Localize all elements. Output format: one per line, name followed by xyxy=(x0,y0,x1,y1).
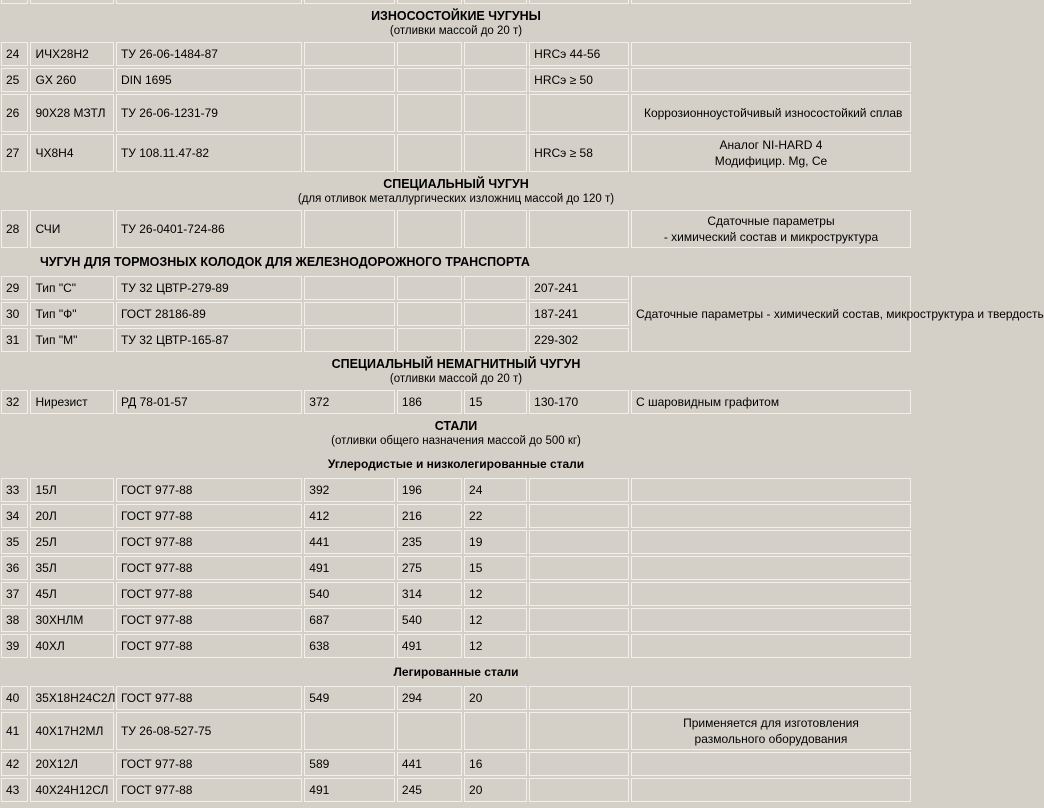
value-cell: 412 xyxy=(304,504,395,528)
value-cell xyxy=(304,42,395,66)
table-row xyxy=(1,42,911,66)
value-cell xyxy=(397,328,462,352)
row-number: 41 xyxy=(1,712,28,750)
row-number: 40 xyxy=(1,686,28,710)
note-cell xyxy=(631,504,911,528)
table-row xyxy=(1,686,911,710)
hardness-cell: HRCэ 44-56 xyxy=(529,42,629,66)
note-cell xyxy=(631,530,911,554)
grade-cell: 40Х24Н12СЛ xyxy=(30,778,113,802)
hardness-cell xyxy=(529,556,629,580)
standard-cell: ГОСТ 977-88 xyxy=(116,608,302,632)
subsection-title: Легированные стали xyxy=(1,660,911,684)
grade-cell: Нирезист xyxy=(30,390,113,414)
value-cell: 12 xyxy=(464,582,527,606)
note-cell: С шаровидным графитом xyxy=(631,390,911,414)
note-cell: Коррозионноустойчивый износостойкий сплав xyxy=(631,94,911,132)
value-cell xyxy=(464,712,527,750)
note-cell xyxy=(631,712,911,750)
value-cell: 20 xyxy=(464,686,527,710)
note-line: размольного оборудования xyxy=(694,732,848,746)
row-number: 34 xyxy=(1,504,28,528)
value-cell: 12 xyxy=(464,634,527,658)
table-row xyxy=(1,210,911,248)
value-cell: 549 xyxy=(304,686,395,710)
grade-cell: 90Х28 МЗТЛ xyxy=(30,94,113,132)
standard-cell: ГОСТ 977-88 xyxy=(116,556,302,580)
section-header xyxy=(1,416,911,450)
note-line: Сдаточные параметры xyxy=(707,214,835,228)
value-cell: 441 xyxy=(304,530,395,554)
grade-cell: 35Л xyxy=(30,556,113,580)
value-cell: 216 xyxy=(397,504,462,528)
value-cell xyxy=(397,210,462,248)
section-title: СПЕЦИАЛЬНЫЙ ЧУГУН xyxy=(383,176,529,191)
grade-cell: 20Л xyxy=(30,504,113,528)
value-cell xyxy=(304,134,395,172)
hardness-cell xyxy=(529,504,629,528)
value-cell xyxy=(304,94,395,132)
value-cell xyxy=(464,134,527,172)
note-cell xyxy=(631,68,911,92)
note-cell xyxy=(631,42,911,66)
value-cell: 491 xyxy=(304,556,395,580)
table-row xyxy=(1,504,911,528)
table-row xyxy=(1,634,911,658)
value-cell: 491 xyxy=(304,778,395,802)
section-header xyxy=(1,174,911,208)
grade-cell: Тип "С" xyxy=(30,276,113,300)
hardness-cell xyxy=(529,752,629,776)
row-number: 28 xyxy=(1,210,28,248)
value-cell xyxy=(397,302,462,326)
table-row xyxy=(1,556,911,580)
table-row xyxy=(1,712,911,750)
note-cell xyxy=(631,210,911,248)
value-cell: 245 xyxy=(397,778,462,802)
table-row xyxy=(1,0,911,4)
hardness-cell xyxy=(529,712,629,750)
value-cell xyxy=(397,94,462,132)
section-subtitle: (отливки общего назначения массой до 500 кг) xyxy=(331,434,581,447)
table-row xyxy=(1,752,911,776)
grade-cell: 30ХНЛМ xyxy=(30,608,113,632)
row-number: 30 xyxy=(1,302,28,326)
value-cell xyxy=(304,68,395,92)
standard-cell: РД 78-01-57 xyxy=(116,390,302,414)
row-number: 33 xyxy=(1,478,28,502)
hardness-cell: 130-170 xyxy=(529,390,629,414)
standard-cell: ГОСТ 977-88 xyxy=(116,752,302,776)
grade-cell: 25Л xyxy=(30,530,113,554)
row-number: 43 xyxy=(1,778,28,802)
hardness-cell xyxy=(529,608,629,632)
grade-cell: СЧИ xyxy=(30,210,113,248)
standard-cell: ТУ 108.11.47-82 xyxy=(116,134,302,172)
hardness-cell xyxy=(529,582,629,606)
section-title: СТАЛИ xyxy=(434,418,478,433)
hardness-cell: HRCэ ≥ 58 xyxy=(529,134,629,172)
value-cell: 275 xyxy=(397,556,462,580)
section-subtitle: (отливки массой до 20 т) xyxy=(389,24,523,37)
value-cell: 196 xyxy=(397,478,462,502)
merged-note-cell: Сдаточные параметры - химический состав, микроструктура и твердость xyxy=(631,276,911,352)
note-cell xyxy=(631,608,911,632)
hardness-cell xyxy=(529,210,629,248)
standard-cell: ГОСТ 977-88 xyxy=(116,504,302,528)
standard-cell: ТУ 32 ЦВТР-279-89 xyxy=(116,276,302,300)
grade-cell: 15Л xyxy=(30,478,113,502)
table-row xyxy=(1,390,911,414)
note-cell xyxy=(631,556,911,580)
value-cell: 16 xyxy=(464,752,527,776)
value-cell xyxy=(464,68,527,92)
standard-cell: ТУ 26-06-1231-79 xyxy=(116,94,302,132)
value-cell: 22 xyxy=(464,504,527,528)
hardness-cell: 207-241 xyxy=(529,276,629,300)
value-cell: 589 xyxy=(304,752,395,776)
value-cell xyxy=(397,68,462,92)
grade-cell: 40Х17Н2МЛ xyxy=(30,712,113,750)
value-cell: 392 xyxy=(304,478,395,502)
note-cell xyxy=(631,582,911,606)
table-row xyxy=(1,530,911,554)
hardness-cell xyxy=(529,634,629,658)
standard-cell: ГОСТ 28186-89 xyxy=(116,302,302,326)
table-row xyxy=(1,276,911,300)
value-cell xyxy=(464,42,527,66)
note-line: Применяется для изготовления xyxy=(683,716,859,730)
note-line: - химический состав и микроструктура xyxy=(663,230,879,244)
row-number: 25 xyxy=(1,68,28,92)
value-cell: 540 xyxy=(397,608,462,632)
hardness-cell: HRCэ ≥ 50 xyxy=(529,68,629,92)
hardness-cell xyxy=(529,778,629,802)
value-cell xyxy=(464,328,527,352)
standard-cell: ГОСТ 977-88 xyxy=(116,582,302,606)
note-line: Аналог NI-HARD 4 xyxy=(719,138,823,152)
value-cell: 186 xyxy=(397,390,462,414)
value-cell: 19 xyxy=(464,530,527,554)
section-header xyxy=(1,250,911,274)
value-cell xyxy=(304,712,395,750)
value-cell xyxy=(397,276,462,300)
hardness-cell xyxy=(529,478,629,502)
value-cell: 687 xyxy=(304,608,395,632)
value-cell: 235 xyxy=(397,530,462,554)
section-subtitle: (для отливок металлургических изложниц массой до 120 т) xyxy=(297,192,615,205)
section-header xyxy=(1,354,911,388)
value-cell xyxy=(304,302,395,326)
value-cell: 372 xyxy=(304,390,395,414)
hardness-cell: 229-302 xyxy=(529,328,629,352)
value-cell: 15 xyxy=(464,390,527,414)
standard-cell: ГОСТ 977-88 xyxy=(116,686,302,710)
grade-cell: ИЧХ28Н2 xyxy=(30,42,113,66)
value-cell xyxy=(304,210,395,248)
standard-cell: ГОСТ 977-88 xyxy=(116,530,302,554)
table-row xyxy=(1,608,911,632)
standard-cell: ТУ 32 ЦВТР-165-87 xyxy=(116,328,302,352)
table-row xyxy=(1,778,911,802)
hardness-cell xyxy=(529,530,629,554)
table-row xyxy=(1,94,911,132)
value-cell: 441 xyxy=(397,752,462,776)
section-title: СПЕЦИАЛЬНЫЙ НЕМАГНИТНЫЙ ЧУГУН xyxy=(331,356,581,371)
note-line: Модифицир. Mg, Ce xyxy=(714,154,828,168)
subsection-header xyxy=(1,660,911,684)
hardness-cell: 187-241 xyxy=(529,302,629,326)
note-cell xyxy=(631,634,911,658)
row-number: 42 xyxy=(1,752,28,776)
value-cell xyxy=(397,712,462,750)
value-cell: 12 xyxy=(464,608,527,632)
standard-cell: ГОСТ 977-88 xyxy=(116,778,302,802)
table-row xyxy=(1,582,911,606)
row-number: 29 xyxy=(1,276,28,300)
value-cell xyxy=(464,94,527,132)
standard-cell: ГОСТ 977-88 xyxy=(116,478,302,502)
section-header xyxy=(1,6,911,40)
value-cell xyxy=(304,328,395,352)
standard-cell: ТУ 26-0401-724-86 xyxy=(116,210,302,248)
row-number: 27 xyxy=(1,134,28,172)
value-cell: 638 xyxy=(304,634,395,658)
standard-cell: DIN 1695 xyxy=(116,68,302,92)
section-title: ЧУГУН ДЛЯ ТОРМОЗНЫХ КОЛОДОК ДЛЯ ЖЕЛЕЗНОДОРОЖНОГО ТРАНСПОРТА xyxy=(40,255,530,269)
value-cell xyxy=(464,210,527,248)
table-row xyxy=(1,478,911,502)
value-cell: 20 xyxy=(464,778,527,802)
standard-cell: ТУ 26-08-527-75 xyxy=(116,712,302,750)
subsection-title: Углеродистые и низколегированные стали xyxy=(1,452,911,476)
grade-cell: 35Х18Н24С2Л xyxy=(30,686,113,710)
note-cell xyxy=(631,752,911,776)
grade-cell: Тип "М" xyxy=(30,328,113,352)
row-number: 36 xyxy=(1,556,28,580)
subsection-header xyxy=(1,452,911,476)
row-number: 38 xyxy=(1,608,28,632)
section-title: ИЗНОСОСТОЙКИЕ ЧУГУНЫ xyxy=(371,8,541,23)
grade-cell: 40ХЛ xyxy=(30,634,113,658)
standard-cell: ГОСТ 977-88 xyxy=(116,634,302,658)
grade-cell: 20Х12Л xyxy=(30,752,113,776)
value-cell xyxy=(464,302,527,326)
value-cell xyxy=(464,276,527,300)
grade-cell: 45Л xyxy=(30,582,113,606)
row-number: 35 xyxy=(1,530,28,554)
table-row xyxy=(1,134,911,172)
row-number: 32 xyxy=(1,390,28,414)
value-cell: 15 xyxy=(464,556,527,580)
row-number: 24 xyxy=(1,42,28,66)
note-cell xyxy=(631,686,911,710)
note-cell xyxy=(631,134,911,172)
row-number: 39 xyxy=(1,634,28,658)
value-cell xyxy=(397,42,462,66)
hardness-cell xyxy=(529,94,629,132)
table-row xyxy=(1,68,911,92)
value-cell: 294 xyxy=(397,686,462,710)
hardness-cell xyxy=(529,686,629,710)
value-cell: 314 xyxy=(397,582,462,606)
row-number: 26 xyxy=(1,94,28,132)
grade-cell: Тип "Ф" xyxy=(30,302,113,326)
value-cell xyxy=(397,134,462,172)
section-subtitle: (отливки массой до 20 т) xyxy=(389,372,523,385)
row-number: 37 xyxy=(1,582,28,606)
row-number: 31 xyxy=(1,328,28,352)
grade-cell: GX 260 xyxy=(30,68,113,92)
value-cell: 24 xyxy=(464,478,527,502)
note-cell xyxy=(631,778,911,802)
value-cell: 491 xyxy=(397,634,462,658)
note-cell xyxy=(631,478,911,502)
value-cell: 540 xyxy=(304,582,395,606)
value-cell xyxy=(304,276,395,300)
standard-cell: ТУ 26-06-1484-87 xyxy=(116,42,302,66)
grade-cell: ЧХ8Н4 xyxy=(30,134,113,172)
